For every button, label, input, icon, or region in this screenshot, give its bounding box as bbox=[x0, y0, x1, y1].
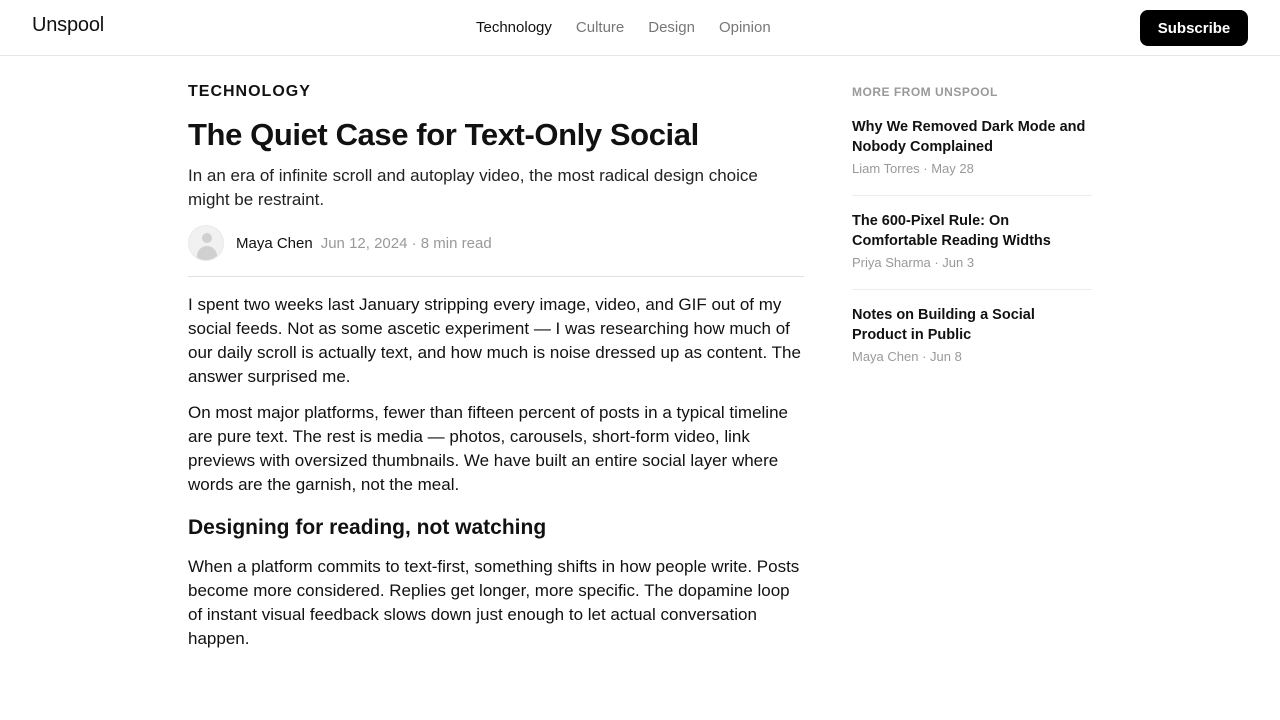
nav-item-opinion[interactable]: Opinion bbox=[718, 19, 771, 36]
byline bbox=[188, 224, 804, 262]
related-list bbox=[852, 118, 1092, 383]
nav-item-design[interactable]: Design bbox=[648, 19, 695, 36]
body-paragraph: I spent two weeks last January stripping every image, video, and GIF out of my social feeds. Not as some ascetic experiment — I was researching how much of our daily scroll is actually text, and how much is noise dressed up as content. The answer surprised me. bbox=[188, 295, 801, 386]
related-item-meta: Liam Torres · May 28 bbox=[852, 161, 974, 176]
nav-item-technology[interactable]: Technology bbox=[476, 19, 552, 36]
author-name[interactable]: Maya Chen bbox=[236, 234, 313, 252]
related-item[interactable] bbox=[852, 212, 1092, 290]
sidebar-heading: MORE FROM UNSPOOL bbox=[852, 85, 998, 99]
subscribe-button[interactable]: Subscribe bbox=[1140, 10, 1248, 46]
related-item-meta: Priya Sharma · Jun 3 bbox=[852, 255, 975, 270]
related-item-title[interactable]: The 600-Pixel Rule: On Comfortable Reading Widths bbox=[852, 213, 1051, 249]
top-bar bbox=[0, 0, 1280, 56]
main-nav bbox=[476, 18, 771, 38]
article-meta: Jun 12, 2024 · 8 min read bbox=[320, 234, 492, 252]
section-heading: Designing for reading, not watching bbox=[188, 516, 547, 539]
author-avatar-icon[interactable] bbox=[188, 225, 224, 261]
body-paragraph: When a platform commits to text-first, something shifts in how people write. Posts become more considered. Replies get longer, more specific. The dopamine loop of instant visual feedback slows down just enough to let actual conversation happen. bbox=[188, 557, 800, 648]
related-item-title[interactable]: Why We Removed Dark Mode and Nobody Complained bbox=[852, 119, 1086, 155]
related-sidebar bbox=[852, 84, 1092, 399]
related-item-title[interactable]: Notes on Building a Social Product in Public bbox=[852, 307, 1035, 343]
article bbox=[188, 82, 804, 663]
related-item[interactable] bbox=[852, 306, 1092, 383]
article-title: The Quiet Case for Text-Only Social bbox=[188, 117, 699, 152]
body-paragraph: On most major platforms, fewer than fifteen percent of posts in a typical timeline are pure text. The rest is media — photos, carousels, short-form video, link previews with oversized thumbnails. We have built an entire social layer where words are the garnish, not the meal. bbox=[188, 403, 788, 494]
related-item-meta: Maya Chen · Jun 8 bbox=[852, 349, 962, 364]
related-item[interactable] bbox=[852, 118, 1092, 196]
avatar-shoulders-shape bbox=[197, 246, 217, 261]
byline-divider bbox=[188, 276, 804, 277]
article-body bbox=[188, 293, 804, 651]
avatar-head-shape bbox=[202, 233, 212, 243]
article-dek: In an era of infinite scroll and autoplay video, the most radical design choice might be restraint. bbox=[188, 166, 758, 209]
article-category[interactable]: TECHNOLOGY bbox=[188, 83, 311, 100]
nav-item-culture[interactable]: Culture bbox=[575, 19, 625, 36]
site-logo[interactable]: Unspool bbox=[32, 14, 104, 36]
